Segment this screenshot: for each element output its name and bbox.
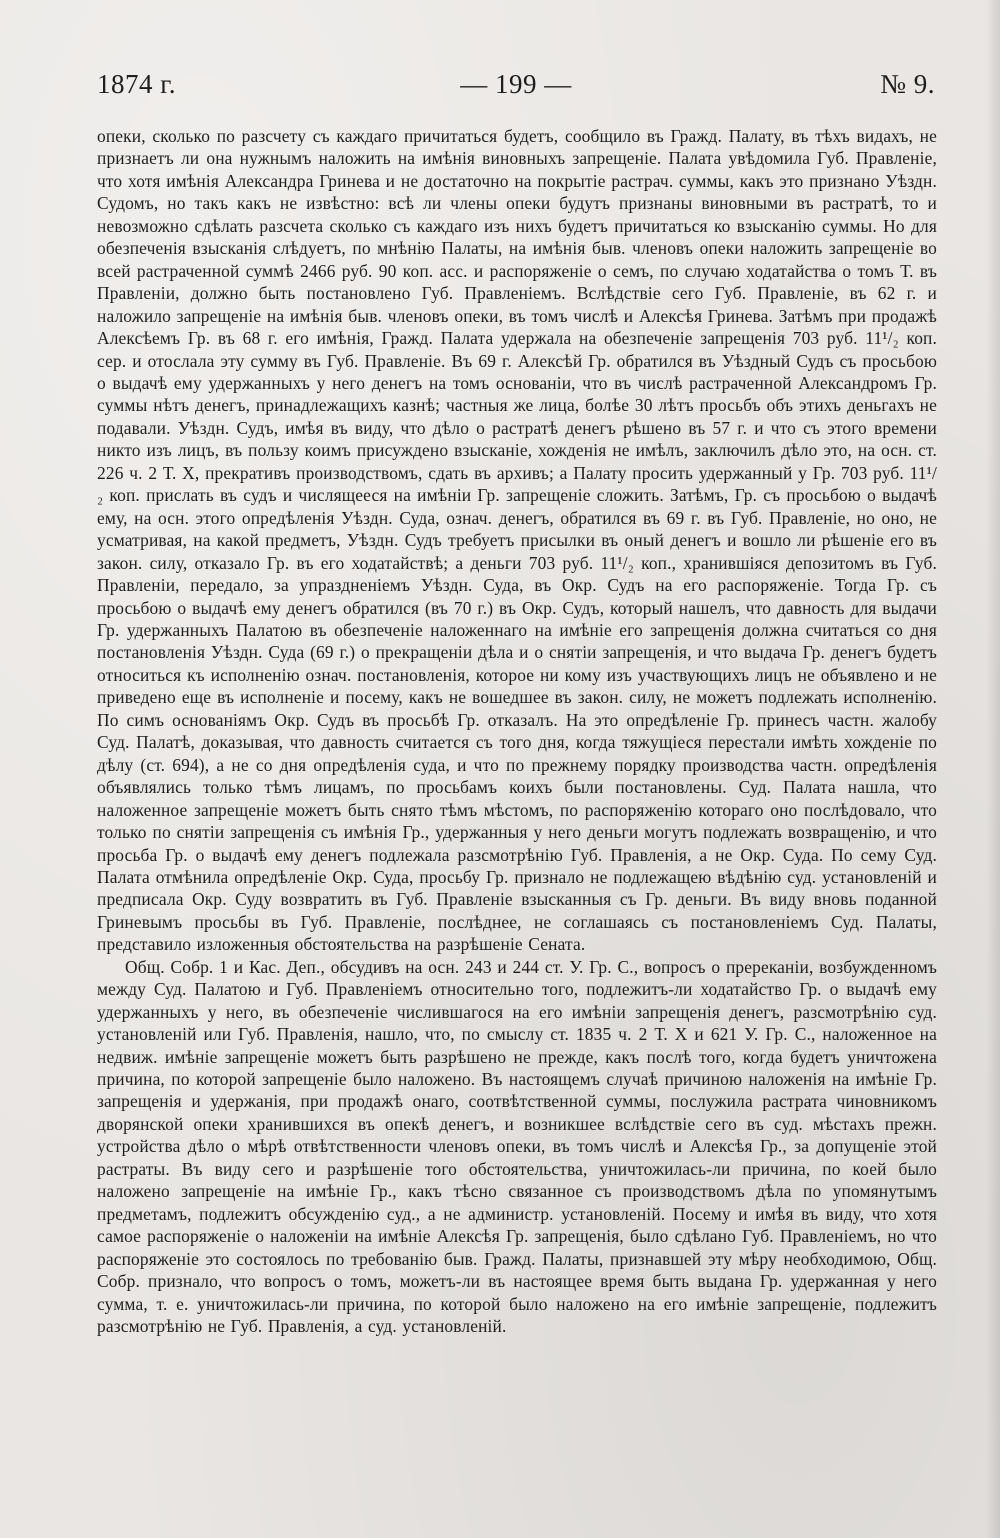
page-edge-shadow: [986, 0, 1000, 1538]
issue-number: № 9.: [880, 69, 935, 99]
page-header: [97, 64, 935, 104]
page-number: — 199 —: [460, 69, 572, 99]
body-text: [97, 125, 937, 1337]
paragraph-ruling: Общ. Собр. 1 и Кас. Деп., обсудивъ на осн. 243 и 244 ст. У. Гр. С., вопросъ о пререканіи, возбужденномъ между Суд. Палатою и Губ. Правленіемъ относительно того, подлежитъ-ли ходатайство Гр. о выдачѣ ему удержанныхъ у него, въ обезпеченіе числившагося на его имѣніи запрещенія денегъ, разсмотрѣнію суд. установленій или Губ. Правленія, нашло, что, по смыслу ст. 1835 ч. 2 Т. X и 621 У. Гр. С., наложенное на недвиж. имѣніе запрещеніе можетъ быть разрѣшено не прежде, какъ послѣ того, когда будетъ уничтожена причина, по которой запрещеніе было наложено. Въ настоящемъ случаѣ причиною наложенія на имѣніе Гр. запрещенія и удержанія, при продажѣ онаго, соотвѣтственной суммы, послужила растрата чиновникомъ дворянской опеки хранившихся въ опекѣ денегъ, и возникшее вслѣдствіе сего въ суд. мѣстахъ прежн. устройства дѣло о мѣрѣ отвѣтственности членовъ опеки, въ томъ числѣ и Алексѣя Гр., за допущеніе этой растраты. Въ виду сего и разрѣшеніе того обстоятельства, уничтожилась-ли причина, по коей было наложено запрещеніе на имѣніе Гр., какъ тѣсно связанное съ производствомъ дѣла по упомянутымъ предметамъ, подлежитъ обсужденію суд., а не администр. установленій. Посему и имѣя въ виду, что хотя самое распоряженіе о наложеніи на имѣніе Алексѣя Гр. запрещенія, было сдѣлано Губ. Правленіемъ, но что распоряженіе это состоялось по требованію быв. Гражд. Палаты, признавшей эту мѣру необходимою, Общ. Собр. признало, что вопросъ о томъ, можетъ-ли въ настоящее время быть выдана Гр. удержанная у него сумма, т. е. уничтожилась-ли причина, по которой было наложено на его имѣніе запрещеніе, подлежитъ разсмотрѣнію не Губ. Правленія, а суд. установленій.: [97, 956, 937, 1337]
paragraph-continued: опеки, сколько по разсчету съ каждаго причитаться будетъ, сообщило въ Гражд. Палату, въ тѣхъ видахъ, не признаетъ ли она нужнымъ наложить на имѣнія виновныхъ запрещеніе. Палата увѣдомила Губ. Правленіе, что хотя имѣнія Александра Гринева и не достаточно на покрытіе растрач. суммы, какъ это признано Уѣздн. Судомъ, но такъ какъ не извѣстно: всѣ ли члены опеки будутъ признаны виновными въ растратѣ, то и невозможно сдѣлать разсчета сколько съ каждаго изъ нихъ будетъ причитаться ко взысканію суммы. Но для обезпеченія взысканія слѣдуетъ, по мнѣнію Палаты, на имѣнія быв. членовъ опеки наложить запрещеніе во всей растраченной суммѣ 2466 руб. 90 коп. асс. и распоряженіе о семъ, по случаю ходатайства о томъ Т. въ Правленіи, должно быть постановлено Губ. Правленіемъ. Вслѣдствіе сего Губ. Правленіе, въ 62 г. и наложило запрещеніе на имѣнія быв. членовъ опеки, въ томъ числѣ и Алексѣя Гринева. Затѣмъ при продажѣ Алексѣемъ Гр. въ 68 г. его имѣнія, Гражд. Палата удержала на обезпеченіе запрещенія 703 руб. 11¹/₂ коп. сер. и отослала эту сумму въ Губ. Правленіе. Въ 69 г. Алексѣй Гр. обратился въ Уѣздный Судъ съ просьбою о выдачѣ ему удержанныхъ у него денегъ на томъ основаніи, что въ числѣ растраченной Александромъ Гр. суммы нѣтъ денегъ, принадлежащихъ казнѣ; частныя же лица, болѣе 30 лѣтъ просьбъ объ этихъ деньгахъ не подавали. Уѣздн. Судъ, имѣя въ виду, что дѣло о растратѣ денегъ рѣшено въ 57 г. и что съ этого времени никто изъ лицъ, въ пользу коимъ присуждено взысканіе, хожденія не имѣлъ, заключилъ дѣло это, на осн. ст. 226 ч. 2 Т. X, прекративъ производствомъ, сдать въ архивъ; а Палату просить удержанный у Гр. 703 руб. 11¹/₂ коп. прислать въ судъ и числящееся на имѣніи Гр. запрещеніе сложить. Затѣмъ, Гр. съ просьбою о выдачѣ ему, на осн. этого опредѣленія Уѣздн. Суда, означ. денегъ, обратился въ 69 г. въ Губ. Правленіе, но оно, не усматривая, на какой предметъ, Уѣздн. Судъ требуетъ присылки въ оный денегъ и вошло ли рѣшеніе его въ закон. силу, отказало Гр. въ его ходатайствѣ; а деньги 703 руб. 11¹/₂ коп., хранившіяся депозитомъ въ Губ. Правленіи, передало, за упраздненіемъ Уѣздн. Суда, въ Окр. Судъ на его распоряженіе. Тогда Гр. съ просьбою о выдачѣ ему денегъ обратился (въ 70 г.) въ Окр. Судъ, который нашелъ, что давность для выдачи Гр. удержанныхъ Палатою въ обезпеченіе наложеннаго на имѣніе его запрещенія должна считаться со дня постановленія Уѣздн. Суда (69 г.) о прекращеніи дѣла и о снятіи запрещенія, и что выдача Гр. денегъ будетъ относиться къ исполненію означ. постановленія, которое ни кому изъ участвующихъ лицъ не объявлено и не приведено еще въ исполненіе и посему, какъ не вошедшее въ закон. силу, не можетъ подлежать исполненію. По симъ основаніямъ Окр. Судъ въ просьбѣ Гр. отказалъ. На это опредѣленіе Гр. принесъ частн. жалобу Суд. Палатѣ, доказывая, что давность считается съ того дня, когда тяжущіеся перестали имѣть хожденіе по дѣлу (ст. 694), а не со дня опредѣленія суда, и что по прежнему порядку производства частн. опредѣленія объявлялись только тѣмъ лицамъ, по просьбамъ коихъ были постановлены. Суд. Палата нашла, что наложенное запрещеніе можетъ быть снято тѣмъ мѣстомъ, по распоряженію котораго оно послѣдовало, что только по снятіи запрещенія съ имѣнія Гр., удержанныя у него деньги могутъ подлежать возвращенію, и что просьба Гр. о выдачѣ ему денегъ подлежала разсмотрѣнію Губ. Правленія, а не Окр. Суда. По сему Суд. Палата отмѣнила опредѣленіе Окр. Суда, просьбу Гр. признало не подлежащею вѣдѣнію суд. установленій и предписала Окр. Суду возвратить въ Губ. Правленіе взысканныя съ Гр. деньги. Въ виду вновь поданной Гриневымъ просьбы въ Губ. Правленіе, послѣднее, не соглашаясь съ постановленіемъ Суд. Палаты, представило изложенныя обстоятельства на разрѣшеніе Сената.: [97, 126, 937, 955]
header-year: 1874 г.: [97, 69, 177, 99]
